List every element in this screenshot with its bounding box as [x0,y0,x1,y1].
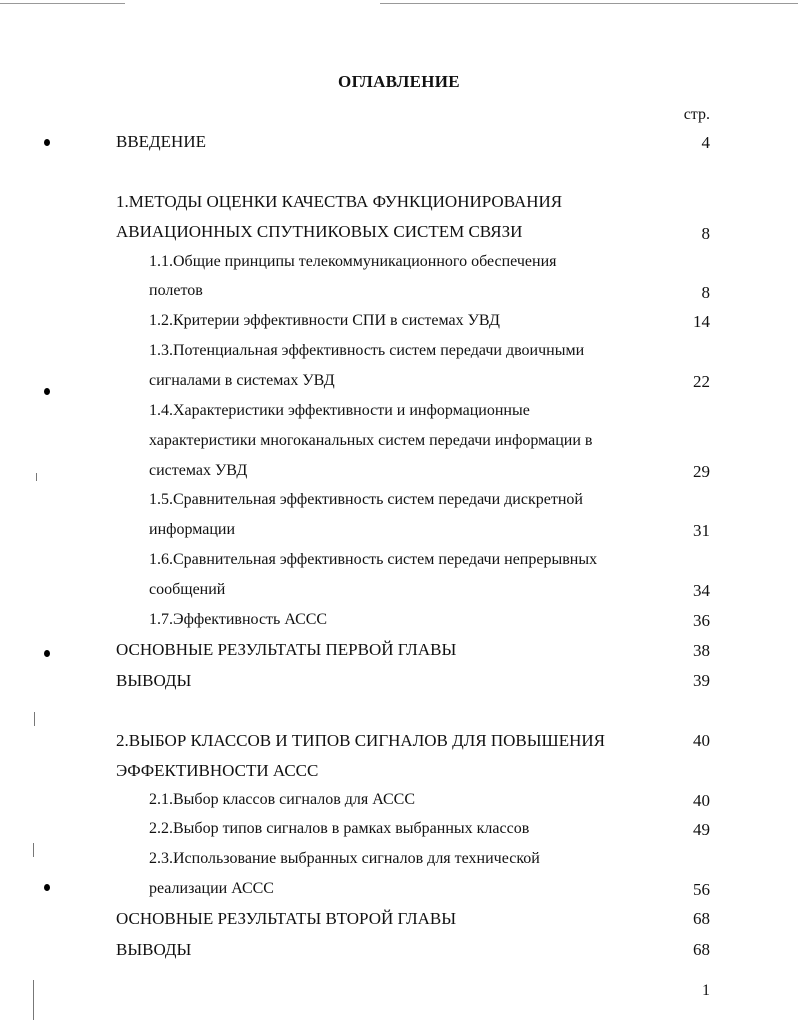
toc-page-number: 29 [693,462,710,481]
toc-conclusions-entry: ВЫВОДЫ [116,940,192,959]
toc-chapter-title: АВИАЦИОННЫХ СПУТНИКОВЫХ СИСТЕМ СВЯЗИ [116,222,523,241]
page-number-footer: 1 [702,982,710,999]
toc-page-number: 36 [693,611,710,630]
toc-section-entry: полетов [149,282,203,299]
toc-section-entry: 2.1.Выбор классов сигналов для АССС [149,791,416,808]
toc-chapter-title: 2.ВЫБОР КЛАССОВ И ТИПОВ СИГНАЛОВ ДЛЯ ПОВЫШЕНИЯ [116,731,605,750]
toc-conclusions-entry: ВЫВОДЫ [116,671,192,690]
toc-page-number: 8 [701,224,710,243]
scan-tick-mark [34,712,35,726]
toc-section-entry: 1.5.Сравнительная эффективность систем передачи дискретной [149,491,583,508]
toc-section-entry: 2.2.Выбор типов сигналов в рамках выбранных классов [149,820,530,837]
toc-page-number: 8 [701,283,710,302]
toc-page-number: 40 [693,731,710,750]
toc-section-entry: 2.3.Использование выбранных сигналов для технической [149,850,540,867]
toc-page-number: 34 [693,581,710,600]
toc-page-number: 39 [693,671,710,690]
toc-results-entry: ОСНОВНЫЕ РЕЗУЛЬТАТЫ ВТОРОЙ ГЛАВЫ [116,909,457,928]
toc-section-entry: сообщений [149,581,226,598]
toc-chapter-title: ЭФФЕКТИВНОСТИ АССС [116,761,319,780]
toc-section-entry: 1.2.Критерии эффективности СПИ в системах УВД [149,312,500,329]
toc-section-entry: 1.6.Сравнительная эффективность систем передачи непрерывных [149,551,598,568]
scan-dot-mark [44,388,50,395]
page-title: ОГЛАВЛЕНИЕ [338,72,460,91]
toc-section-entry: 1.4.Характеристики эффективности и информационные [149,402,530,419]
page-column-label: стр. [683,106,710,123]
toc-section-entry: реализации АССС [149,880,274,897]
toc-page-number: 4 [701,133,710,152]
scan-dot-mark [44,650,50,657]
toc-page-number: 56 [693,880,710,899]
scan-dot-mark [44,884,50,891]
scan-dot-mark [44,139,50,146]
scan-tick-mark [33,843,34,857]
toc-page-number: 68 [693,940,710,959]
toc-results-entry: ОСНОВНЫЕ РЕЗУЛЬТАТЫ ПЕРВОЙ ГЛАВЫ [116,640,457,659]
toc-page-number: 68 [693,909,710,928]
toc-section-entry: 1.3.Потенциальная эффективность систем передачи двоичными [149,342,585,359]
toc-page-number: 38 [693,641,710,660]
scan-tick-mark [36,473,37,481]
toc-entry-intro: ВВЕДЕНИЕ [116,132,206,151]
toc-page-number: 14 [693,312,710,331]
toc-section-entry: информации [149,521,236,538]
toc-section-entry: 1.7.Эффективность АССС [149,611,328,628]
scan-top-rule [0,3,125,4]
toc-section-entry: характеристики многоканальных систем передачи информации в [149,432,593,449]
scan-tick-mark [33,980,34,1020]
scan-top-rule [380,3,798,4]
toc-page-number: 49 [693,820,710,839]
toc-page-number: 31 [693,521,710,540]
toc-page-number: 22 [693,372,710,391]
toc-chapter-title: 1.МЕТОДЫ ОЦЕНКИ КАЧЕСТВА ФУНКЦИОНИРОВАНИЯ [116,192,563,211]
toc-section-entry: 1.1.Общие принципы телекоммуникационного обеспечения [149,253,557,270]
toc-section-entry: сигналами в системах УВД [149,372,335,389]
toc-section-entry: системах УВД [149,462,248,479]
toc-page-number: 40 [693,791,710,810]
